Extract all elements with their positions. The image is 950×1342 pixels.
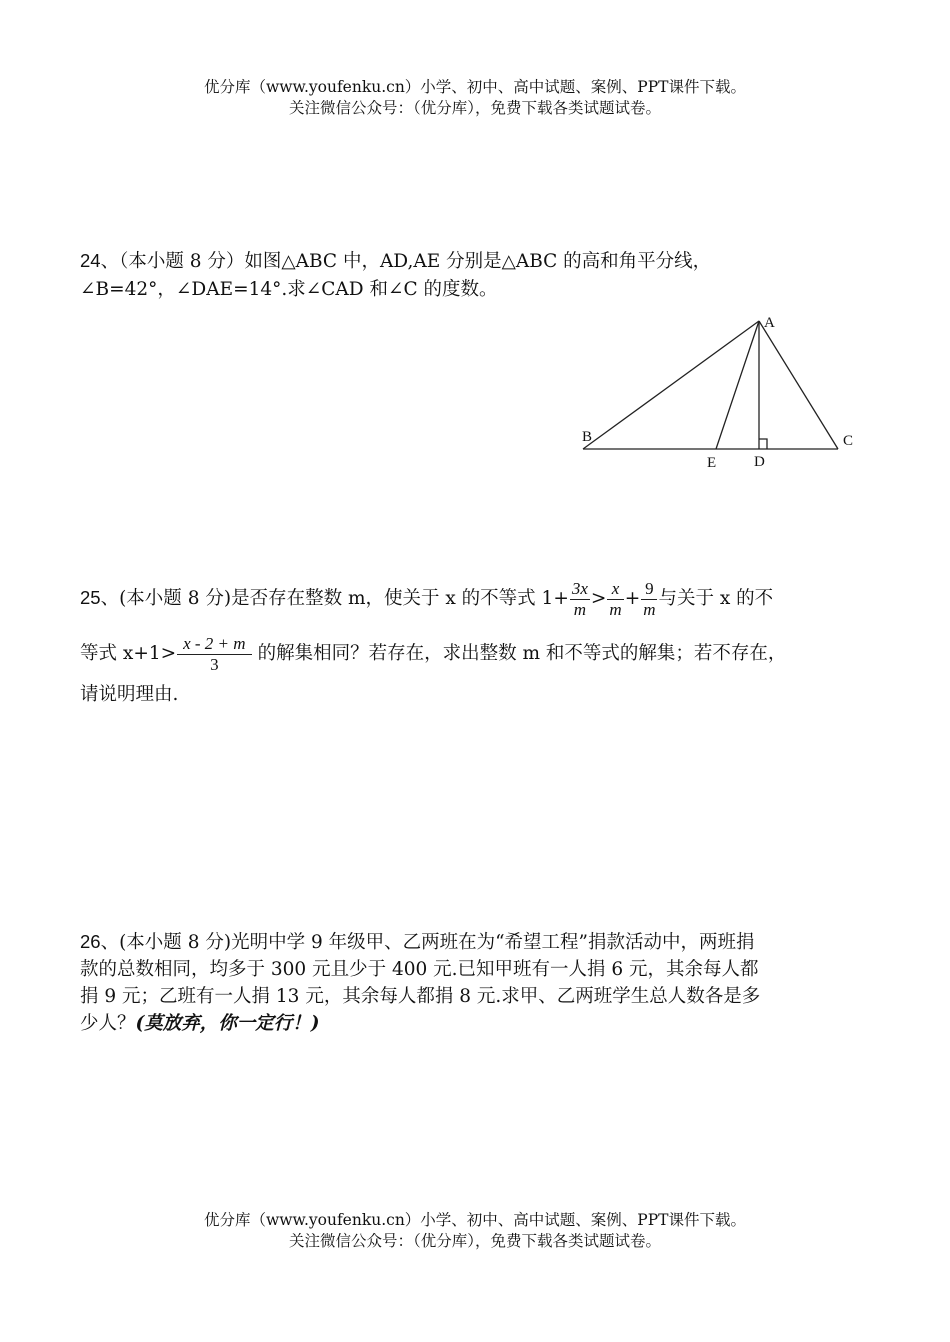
triangle-figure	[575, 308, 875, 478]
label-a: A	[764, 315, 775, 331]
q26-line-2: 款的总数相同，均多于 300 元且少于 400 元.已知甲班有一人捐 6 元，其余每人都	[80, 959, 759, 980]
q26-number: 26	[80, 931, 101, 952]
q25-line-2	[80, 626, 880, 682]
fraction-9-over-m: $\frac{9}{m}$	[643, 578, 656, 619]
q25-plus: +	[624, 588, 641, 609]
q26-line-3: 捐 9 元；乙班有一人捐 13 元，其余每人都捐 8 元.求甲、乙两班学生总人数各是多	[80, 986, 761, 1007]
q26-line-1	[80, 928, 880, 956]
footer-line-1: 优分库（www.youfenku.cn）小学、初中、高中试题、案例、PPT课件下载。	[203, 1211, 747, 1229]
bisector-ae	[716, 321, 759, 449]
q24-tag: （本小题 8 分）	[119, 251, 245, 272]
q25-number: 25	[80, 587, 101, 608]
label-d: D	[754, 454, 765, 470]
header-line-1: 优分库（www.youfenku.cn）小学、初中、高中试题、案例、PPT课件下载。	[203, 78, 747, 96]
fraction-x-over-m: $\frac{x}{m}$	[609, 578, 622, 619]
fraction-3x-over-m: $\frac{3x}{m}$	[571, 578, 588, 619]
question-26	[80, 928, 880, 1037]
q24-line-1	[80, 247, 880, 276]
q25-text-d: 的解集相同？若存在，求出整数 m 和不等式的解集；若不存在，	[257, 643, 787, 664]
question-25	[80, 570, 880, 708]
q25-text-c: 等式 x+1>	[80, 643, 177, 664]
header-line-2: 关注微信公众号：（优分库），免费下载各类试题试卷。	[288, 99, 661, 117]
q25-line-1	[80, 570, 880, 626]
label-b: B	[582, 429, 593, 445]
label-c: C	[843, 433, 854, 449]
q26-sep: 、	[100, 932, 120, 953]
q25-text-b: 与关于 x 的不	[658, 588, 774, 609]
question-24	[80, 247, 880, 304]
q24-line-2: ∠B=42°，∠DAE=14°.求∠CAD 和∠C 的度数。	[80, 279, 498, 300]
q25-text-a: 是否存在整数 m，使关于 x 的不等式 1+	[231, 588, 569, 609]
q26-text-4: 少人？	[80, 1013, 136, 1034]
q25-sep: 、	[100, 588, 120, 609]
q24-text-1: 如图△ABC 中，AD,AE 分别是△ABC 的高和角平分线，	[244, 251, 712, 272]
q26-text-1: 光明中学 9 年级甲、乙两班在为“希望工程”捐款活动中，两班捐	[231, 932, 755, 953]
q26-tag: (本小题 8 分)	[119, 932, 232, 953]
page-header	[0, 77, 950, 119]
q26-line-4	[80, 1010, 880, 1037]
q25-gt: >	[590, 588, 607, 609]
q25-line-3: 请说明理由.	[80, 684, 179, 705]
side-ac	[759, 321, 838, 449]
side-ab	[583, 321, 759, 449]
footer-line-2: 关注微信公众号：（优分库），免费下载各类试题试卷。	[288, 1232, 661, 1250]
fraction-x-minus-2-plus-m-over-3: $\frac{x - 2 + m}{3}$	[177, 634, 251, 675]
right-angle-mark	[759, 439, 767, 449]
q25-tag: (本小题 8 分)	[119, 588, 232, 609]
page-footer	[0, 1210, 950, 1252]
q24-sep: 、	[100, 251, 120, 272]
q26-encouragement: (莫放弃，你一定行！)	[135, 1013, 320, 1034]
q24-number: 24	[80, 250, 101, 271]
label-e: E	[707, 455, 717, 471]
